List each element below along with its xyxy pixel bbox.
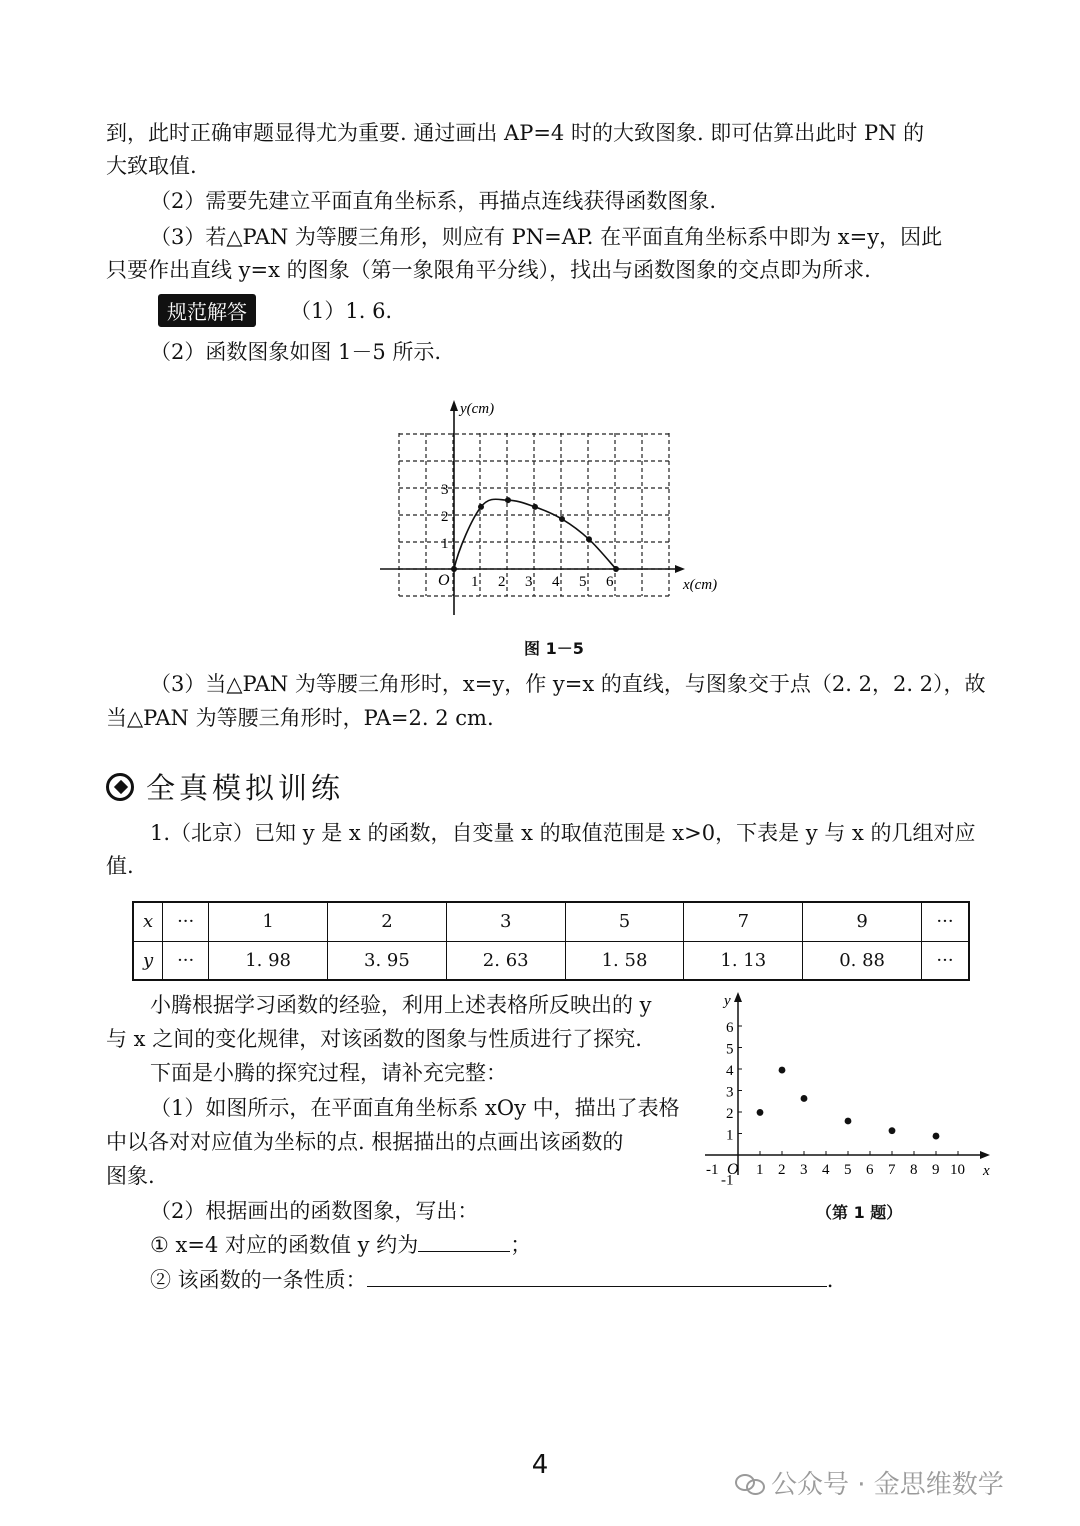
data-point — [845, 1118, 852, 1125]
y-tick-label: 6 — [726, 1020, 734, 1036]
answer-part-1: （1）1. 6. — [290, 299, 393, 323]
table-cell: x — [133, 902, 163, 941]
curve-point — [478, 504, 484, 510]
table-cell: 1 — [209, 902, 328, 941]
data-point — [757, 1109, 764, 1116]
x-tick-label: 1 — [471, 574, 479, 590]
table-cell: 7 — [684, 902, 803, 941]
table-cell: 1. 98 — [209, 941, 328, 980]
table-cell: 5 — [565, 902, 684, 941]
y-axis-label: y — [724, 993, 731, 1009]
y-tick-label: 2 — [441, 509, 449, 525]
x-tick-label: 4 — [552, 574, 560, 590]
x-tick-label: 2 — [778, 1162, 786, 1178]
curve-point — [586, 536, 592, 542]
figure-1-5-caption: 图 1－5 — [524, 639, 584, 658]
analysis-line-5: 只要作出直线 y=x 的图象（第一象限角平分线），找出与函数图象的交点即为所求. — [106, 258, 871, 282]
answer-blank-q2b[interactable] — [367, 1286, 827, 1287]
answer-part-2: （2）函数图象如图 1－5 所示. — [150, 340, 442, 364]
analysis-line-1: 到，此时正确审题显得尤为重要. 通过画出 AP=4 时的大致图象. 即可估算出此时 PN 的 — [106, 121, 925, 145]
problem-1-para-line-1: 小腾根据学习函数的经验，利用上述表格所反映出的 y — [150, 993, 652, 1017]
data-point — [801, 1095, 808, 1102]
table-cell: ··· — [922, 902, 970, 941]
x-axis-arrow — [980, 1151, 990, 1159]
section-icon — [106, 773, 134, 801]
answer-blank-q2a[interactable] — [418, 1251, 510, 1252]
x-tick-label: 6 — [866, 1162, 874, 1178]
x-tick-label: 5 — [579, 574, 587, 590]
x-tick-label: 3 — [525, 574, 533, 590]
x-tick-label: 10 — [950, 1162, 965, 1178]
table-cell: 1. 58 — [565, 941, 684, 980]
table-cell: ··· — [163, 941, 209, 980]
problem-1-q2b — [150, 1265, 833, 1295]
origin-label: O — [727, 1161, 739, 1178]
y-tick-label: 3 — [726, 1084, 734, 1101]
answer-part-3-line-1: （3）当△PAN 为等腰三角形时，x=y，作 y=x 的直线，与图象交于点（2. 2，2. 2），故 — [150, 672, 986, 696]
y-axis-label: y(cm) — [460, 401, 495, 417]
y-axis-arrow — [734, 992, 742, 1002]
watermark — [735, 1464, 1004, 1501]
table-cell: 2 — [328, 902, 447, 941]
figure-1-5-chart — [375, 395, 745, 625]
x-tick-label: 5 — [844, 1162, 852, 1178]
table-cell: y — [133, 941, 163, 980]
curve-point — [559, 516, 565, 522]
watermark-text: 公众号 · 金思维数学 — [771, 1470, 1004, 1500]
answer-part-3-line-2: 当△PAN 为等腰三角形时，PA=2. 2 cm. — [106, 706, 494, 730]
table-row-y — [133, 941, 969, 980]
y-tick-label: 2 — [726, 1106, 734, 1122]
table-cell: ··· — [922, 941, 970, 980]
x-tick-label: 8 — [910, 1162, 918, 1178]
analysis-line-3: （2）需要先建立平面直角坐标系，再描点连线获得函数图象. — [150, 189, 717, 213]
table-cell: 9 — [803, 902, 922, 941]
origin-label: O — [438, 572, 450, 589]
table-cell: 1. 13 — [684, 941, 803, 980]
analysis-line-4: （3）若△PAN 为等腰三角形，则应有 PN=AP. 在平面直角坐标系中即为 x=y，因此 — [150, 225, 943, 249]
page-number: 4 — [531, 1450, 549, 1480]
data-point — [933, 1133, 940, 1140]
table-row-x — [133, 902, 969, 941]
problem-1-q2a-text: ① x=4 对应的函数值 y 约为 — [150, 1233, 419, 1257]
x-tick-label: 4 — [822, 1162, 830, 1178]
problem-1-q1-line-2: 中以各对对应值为坐标的点. 根据描出的点画出该函数的 — [106, 1130, 624, 1154]
x-tick-label: -1 — [706, 1162, 719, 1178]
x-tick-label: 7 — [888, 1162, 896, 1178]
y-tick-label: 4 — [726, 1063, 734, 1079]
table-cell: 0. 88 — [803, 941, 922, 980]
section-title: 全真模拟训练 — [146, 771, 345, 805]
problem-1-q2a-end: ； — [510, 1233, 532, 1257]
problem-1-para-line-3: 下面是小腾的探究过程，请补充完整： — [150, 1061, 507, 1085]
curve-point — [613, 566, 619, 572]
table-cell: 3 — [446, 902, 565, 941]
x-axis-label: x(cm) — [683, 577, 718, 593]
x-axis-arrow — [675, 565, 685, 573]
x-axis-label: x — [983, 1163, 990, 1179]
problem-1-q1-line-3: 图象. — [106, 1164, 155, 1188]
curve-point — [505, 497, 511, 503]
y-tick-label: 1 — [726, 1127, 734, 1144]
table-cell: 2. 63 — [446, 941, 565, 980]
curve-point — [532, 504, 538, 510]
problem-1-q2a — [150, 1230, 531, 1260]
y-tick-label: 5 — [726, 1041, 734, 1058]
curve-point — [451, 566, 457, 572]
problem-1-para-line-2: 与 x 之间的变化规律，对该函数的图象与性质进行了探究. — [106, 1027, 642, 1051]
data-point — [779, 1067, 786, 1074]
answer-badge: 规范解答 — [158, 294, 256, 327]
y-tick-label: 3 — [441, 482, 449, 498]
wechat-icon — [735, 1472, 765, 1494]
x-tick-label: 9 — [932, 1162, 940, 1178]
value-table — [132, 901, 970, 981]
x-tick-label: 1 — [756, 1162, 764, 1178]
x-tick-label: 2 — [498, 574, 506, 590]
problem-1-scatter-chart — [700, 985, 1000, 1189]
problem-1-q2b-end: . — [826, 1268, 834, 1292]
problem-1-stem-line-1: 1.（北京）已知 y 是 x 的函数，自变量 x 的取值范围是 x>0，下表是 y 与 x 的几组对应 — [150, 821, 976, 845]
y-axis-arrow — [450, 400, 458, 411]
x-tick-label: 3 — [800, 1162, 808, 1178]
y-tick-label: -1 — [721, 1172, 734, 1189]
problem-1-q2b-text: ② 该函数的一条性质： — [150, 1268, 367, 1292]
x-tick-label: 6 — [606, 574, 614, 590]
table-cell: ··· — [163, 902, 209, 941]
problem-1-q2: （2）根据画出的函数图象，写出： — [150, 1199, 479, 1223]
problem-1-stem-line-2: 值. — [106, 854, 134, 878]
analysis-line-2: 大致取值. — [106, 154, 197, 178]
y-tick-label: 1 — [441, 536, 449, 552]
table-cell: 3. 95 — [328, 941, 447, 980]
problem-1-q1-line-1: （1）如图所示，在平面直角坐标系 xOy 中，描出了表格 — [150, 1096, 680, 1120]
data-point — [889, 1127, 896, 1134]
problem-1-figure-caption: （第 1 题） — [816, 1203, 903, 1222]
